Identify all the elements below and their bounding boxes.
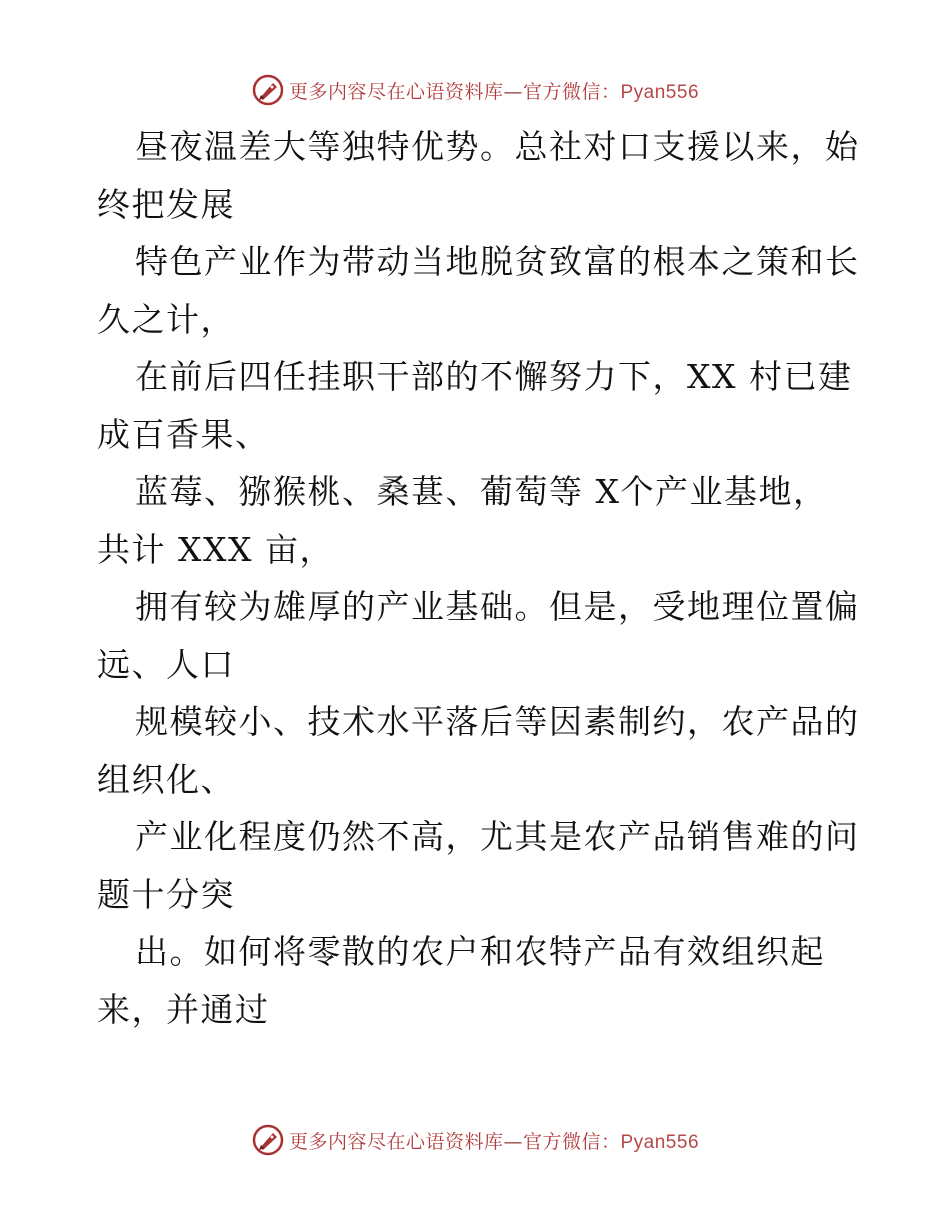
header-banner — [0, 68, 950, 112]
text-line: 昼夜温差大等独特优势。总社对口支援以来，始 — [135, 127, 860, 166]
banner-wechat-id: Pyan556 — [620, 81, 700, 103]
text-line: 题十分突 — [97, 874, 235, 914]
text-line: 来，并通过 — [97, 989, 270, 1029]
banner-separator: — — [503, 1130, 523, 1153]
text-line: 蓝莓、猕猴桃、桑葚、葡萄等 X个产业基地， — [135, 472, 828, 511]
pen-nib-logo-icon — [251, 73, 285, 107]
pen-nib-logo-icon — [251, 1123, 285, 1157]
banner-wechat-label: 官方微信： — [522, 80, 621, 103]
banner-main-text: 更多内容尽在心语资料库 — [288, 1130, 504, 1153]
text-line: 组织化、 — [97, 759, 235, 799]
text-line: 久之计， — [97, 299, 235, 339]
document-body — [97, 118, 867, 1038]
banner-wechat-id: Pyan556 — [620, 1131, 700, 1153]
text-line: 共计 XXX 亩， — [97, 529, 334, 569]
text-line: 远、人口 — [97, 644, 235, 684]
text-line: 在前后四任挂职干部的不懈努力下，XX 村已建 — [135, 357, 853, 396]
text-line: 出。如何将零散的农户和农特产品有效组织起 — [135, 932, 825, 971]
banner-wechat-label: 官方微信： — [522, 1130, 621, 1153]
banner-text — [289, 77, 699, 104]
banner-text — [289, 1127, 699, 1154]
text-line: 拥有较为雄厚的产业基础。但是，受地理位置偏 — [135, 587, 860, 626]
banner-main-text: 更多内容尽在心语资料库 — [288, 80, 504, 103]
footer-banner — [0, 1118, 950, 1162]
text-line: 规模较小、技术水平落后等因素制约，农产品的 — [135, 702, 860, 741]
text-line: 产业化程度仍然不高，尤其是农产品销售难的问 — [135, 817, 860, 856]
text-line: 终把发展 — [97, 184, 235, 224]
text-line: 成百香果、 — [97, 414, 270, 454]
text-line: 特色产业作为带动当地脱贫致富的根本之策和长 — [135, 242, 860, 281]
banner-separator: — — [503, 80, 523, 103]
